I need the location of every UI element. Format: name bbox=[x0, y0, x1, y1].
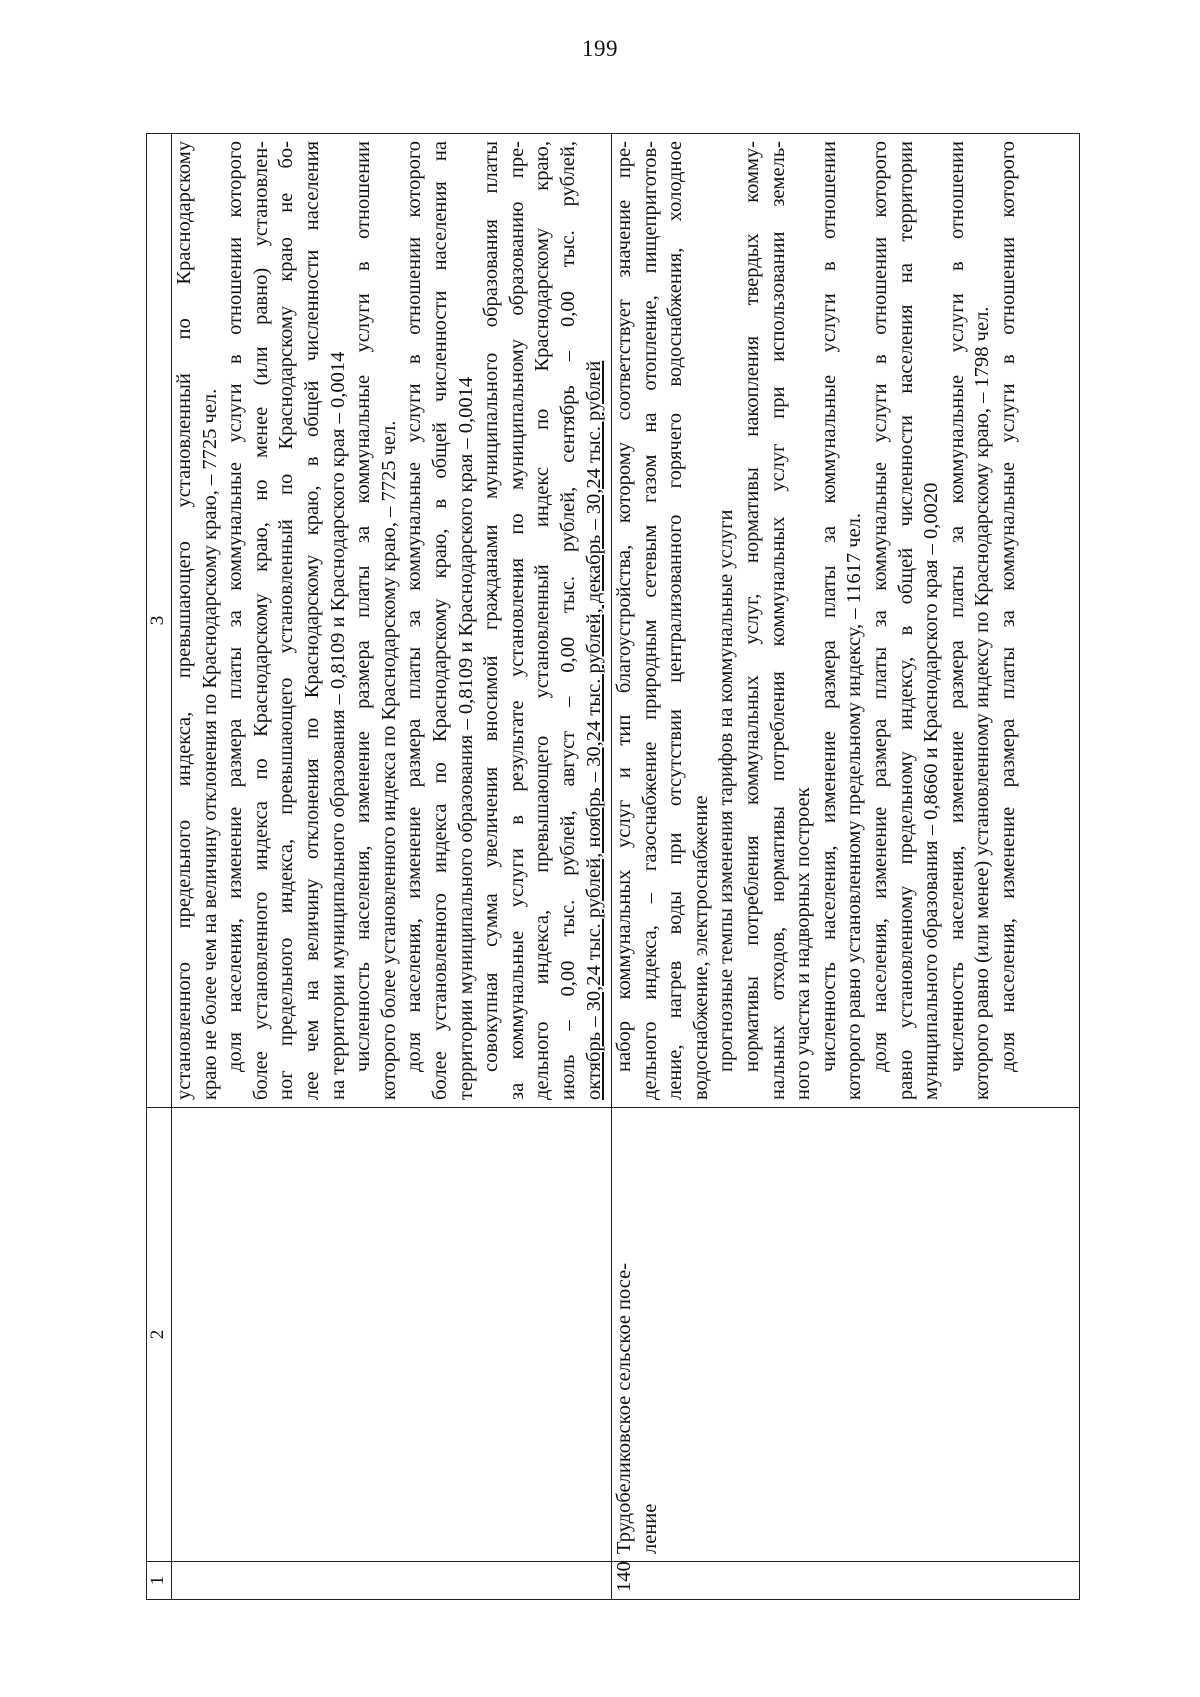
row-number-cell bbox=[172, 1562, 612, 1600]
row-number-cell: 140 bbox=[612, 1562, 1080, 1600]
description-line: установленного предельного индекса, превышающего установленный по Краснодарскому bbox=[173, 141, 195, 1100]
table-row-140 bbox=[612, 134, 1080, 1600]
description-cell bbox=[612, 134, 1080, 1108]
description-line: нальных отходов, нормативы потребления коммунальных услуг при использовании земель- bbox=[766, 141, 789, 1100]
monthly-payment-text: октябрь – 30,24 тыс. рублей, ноябрь – 30,24 тыс. рублей, декабрь – 30,24 тыс. рублей bbox=[582, 360, 605, 1100]
rotated-table-container bbox=[146, 134, 1080, 1600]
description-line: доля населения, изменение размера платы за коммунальные услуги в отношении которого bbox=[403, 141, 426, 1072]
description-line: равно установленному предельному индексу, в общей численности населения на территории bbox=[894, 141, 917, 1100]
description-line: более установленного индекса по Краснодарскому краю, но менее (или равно) установлен- bbox=[249, 141, 272, 1100]
description-line: ного участка и надворных построек bbox=[792, 787, 815, 1100]
description-line: доля населения, изменение размера платы за коммунальные услуги в отношении которого bbox=[224, 141, 247, 1072]
description-line: краю не более чем на величину отклонения по Краснодарскому краю, – 7725 чел. bbox=[198, 388, 221, 1100]
header-col-3: 3 bbox=[147, 134, 172, 1108]
description-line: доля населения, изменение размера платы за коммунальные услуги в отношении которого bbox=[868, 141, 891, 1072]
description-line: которого равно (или менее) установленному индексу по Краснодарскому краю, – 1798 чел. bbox=[971, 306, 994, 1100]
description-line: лее чем на величину отклонения по Краснодарскому краю, в общей численности населения bbox=[300, 141, 323, 1100]
description-line: дельного индекса, превышающего установленный индекс по Краснодарскому краю, bbox=[531, 141, 554, 1100]
description-line: набор коммунальных услуг и тип благоустройства, которому соответствует значение пре- bbox=[613, 141, 635, 1072]
description-line: на территории муниципального образования – 0,8109 и Краснодарского края – 0,0014 bbox=[326, 351, 349, 1100]
description-line: численность населения, изменение размера платы за коммунальные услуги в отношении bbox=[352, 141, 375, 1072]
description-line: июль – 0,00 тыс. рублей, август – 0,00 тыс. рублей, сентябрь – 0,00 тыс. рублей, bbox=[556, 141, 579, 1100]
description-line: ление, нагрев воды при отсутствии централизованного горячего водоснабжения, холодное bbox=[664, 141, 687, 1100]
description-line: более установленного индекса по Краснодарскому краю, в общей численности населения на bbox=[428, 141, 451, 1100]
header-col-2: 2 bbox=[147, 1108, 172, 1562]
settlement-name-line: Трудобеликовское сельское посе- bbox=[613, 1262, 635, 1554]
header-col-1: 1 bbox=[147, 1562, 172, 1600]
settlement-name-cell bbox=[612, 1108, 1080, 1562]
description-line: доля населения, изменение размера платы за коммунальные услуги в отношении которого bbox=[996, 141, 1019, 1072]
description-line: совокупная сумма увеличения вносимой гражданами муниципального образования платы bbox=[480, 141, 503, 1072]
table-header-row bbox=[147, 134, 172, 1600]
description-line: дельного индекса, – газоснабжение природным сетевым газом на отопление, пищеприготов- bbox=[638, 141, 661, 1100]
description-line: которого более установленного индекса по Краснодарскому краю, – 7725 чел. bbox=[377, 420, 400, 1100]
description-line: муниципального образования – 0,8660 и Краснодарского края – 0,0020 bbox=[920, 482, 943, 1100]
description-lines bbox=[172, 141, 582, 1100]
table-row-continuation bbox=[172, 134, 612, 1600]
description-line: которого равно установленному предельному индексу, – 11617 чел. bbox=[843, 512, 866, 1100]
description-line: за коммунальные услуги в результате установления по муниципальному образованию пре- bbox=[505, 141, 528, 1100]
description-line: численность населения, изменение размера платы за коммунальные услуги в отношении bbox=[817, 141, 840, 1072]
monthly-payment-line bbox=[582, 141, 608, 1100]
description-line: водоснабжение, электроснабжение bbox=[689, 795, 712, 1100]
settlement-name-cell bbox=[172, 1108, 612, 1562]
description-line: нормативы потребления коммунальных услуг, нормативы накопления твердых комму- bbox=[740, 141, 763, 1072]
description-line: ног предельного индекса, превышающего установленный по Краснодарскому краю не бо- bbox=[275, 141, 298, 1100]
description-cell bbox=[172, 134, 612, 1108]
description-lines bbox=[612, 141, 1022, 1100]
description-line: численность населения, изменение размера платы за коммунальные услуги в отношении bbox=[945, 141, 968, 1072]
settlement-name-line: ление bbox=[638, 1503, 661, 1554]
description-line: территории муниципального образования – 0,8109 и Краснодарского края – 0,0014 bbox=[454, 376, 477, 1100]
page-number: 199 bbox=[582, 36, 618, 61]
document-table bbox=[146, 133, 1080, 1600]
description-line: прогнозные темпы изменения тарифов на коммунальные услуги bbox=[715, 509, 738, 1072]
